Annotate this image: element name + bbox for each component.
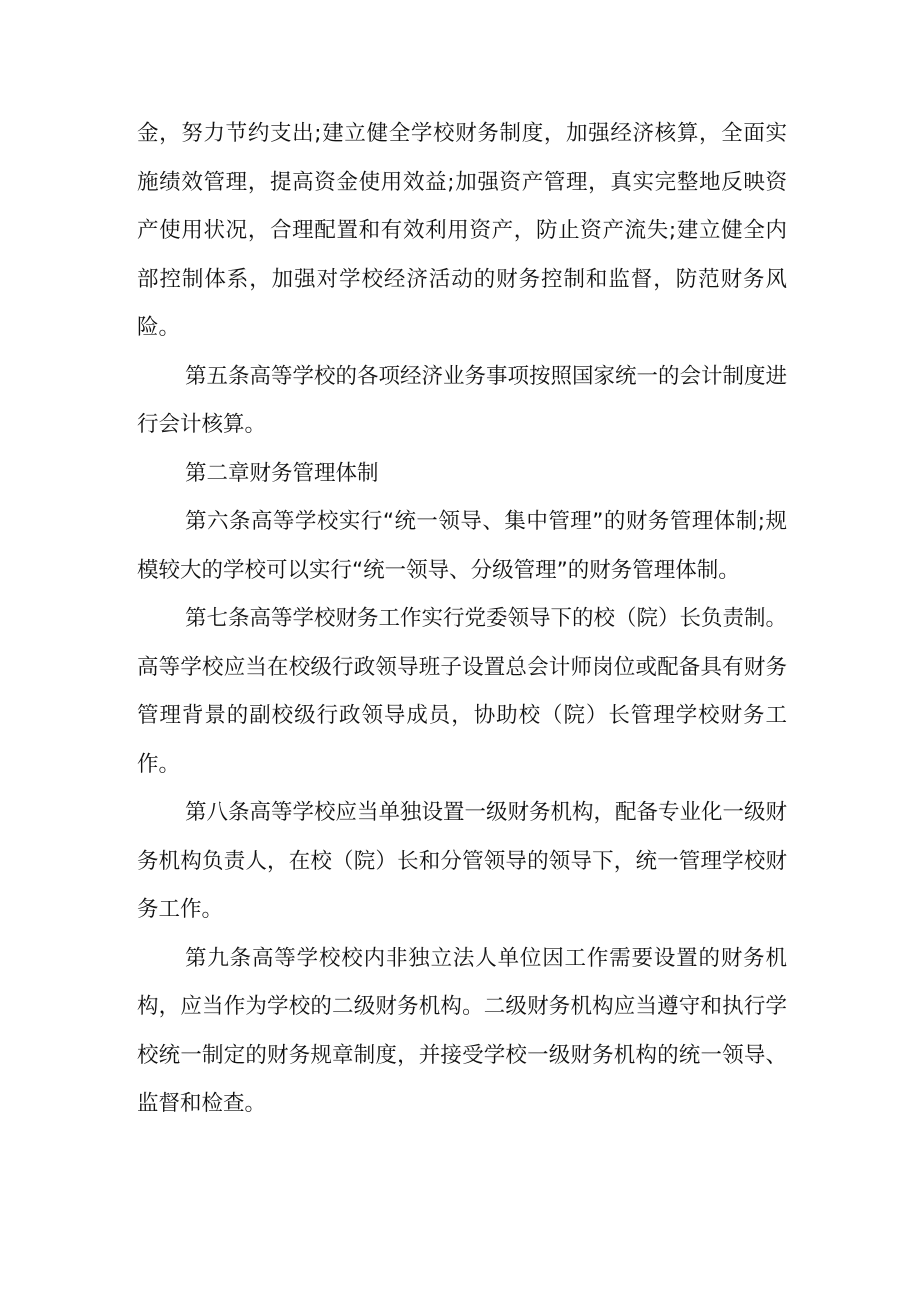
paragraph-article-8: 第八条高等学校应当单独设置一级财务机构，配备专业化一级财务机构负责人，在校（院）长和分管领导的领导下，统一管理学校财务工作。 xyxy=(137,800,788,922)
paragraph-article-7: 第七条高等学校财务工作实行党委领导下的校（院）长负责制。高等学校应当在校级行政领导班子设置总会计师岗位或配备具有财务管理背景的副校级行政领导成员，协助校（院）长管理学校财务工作。 xyxy=(137,606,788,777)
document-body xyxy=(137,110,787,1129)
paragraph-article-5: 第五条高等学校的各项经济业务事项按照国家统一的会计制度进行会计核算。 xyxy=(137,363,788,437)
chapter-heading: 第二章财务管理体制 xyxy=(185,460,379,486)
paragraph-article-6: 第六条高等学校实行“统一领导、集中管理”的财务管理体制;规模较大的学校可以实行“统一领导、分级管理”的财务管理体制。 xyxy=(137,509,787,583)
paragraph-continuation: 金，努力节约支出;建立健全学校财务制度，加强经济核算，全面实施绩效管理，提高资金使用效益;加强资产管理，真实完整地反映资产使用状况，合理配置和有效利用资产，防止资产流失;建立健全内部控制体系，加强对学校经济活动的财务控制和监督，防范财务风险。 xyxy=(137,121,787,340)
paragraph-article-9: 第九条高等学校校内非独立法人单位因工作需要设置的财务机构，应当作为学校的二级财务机构。二级财务机构应当遵守和执行学校统一制定的财务规章制度，并接受学校一级财务机构的统一领导、监督和检查。 xyxy=(137,945,787,1116)
